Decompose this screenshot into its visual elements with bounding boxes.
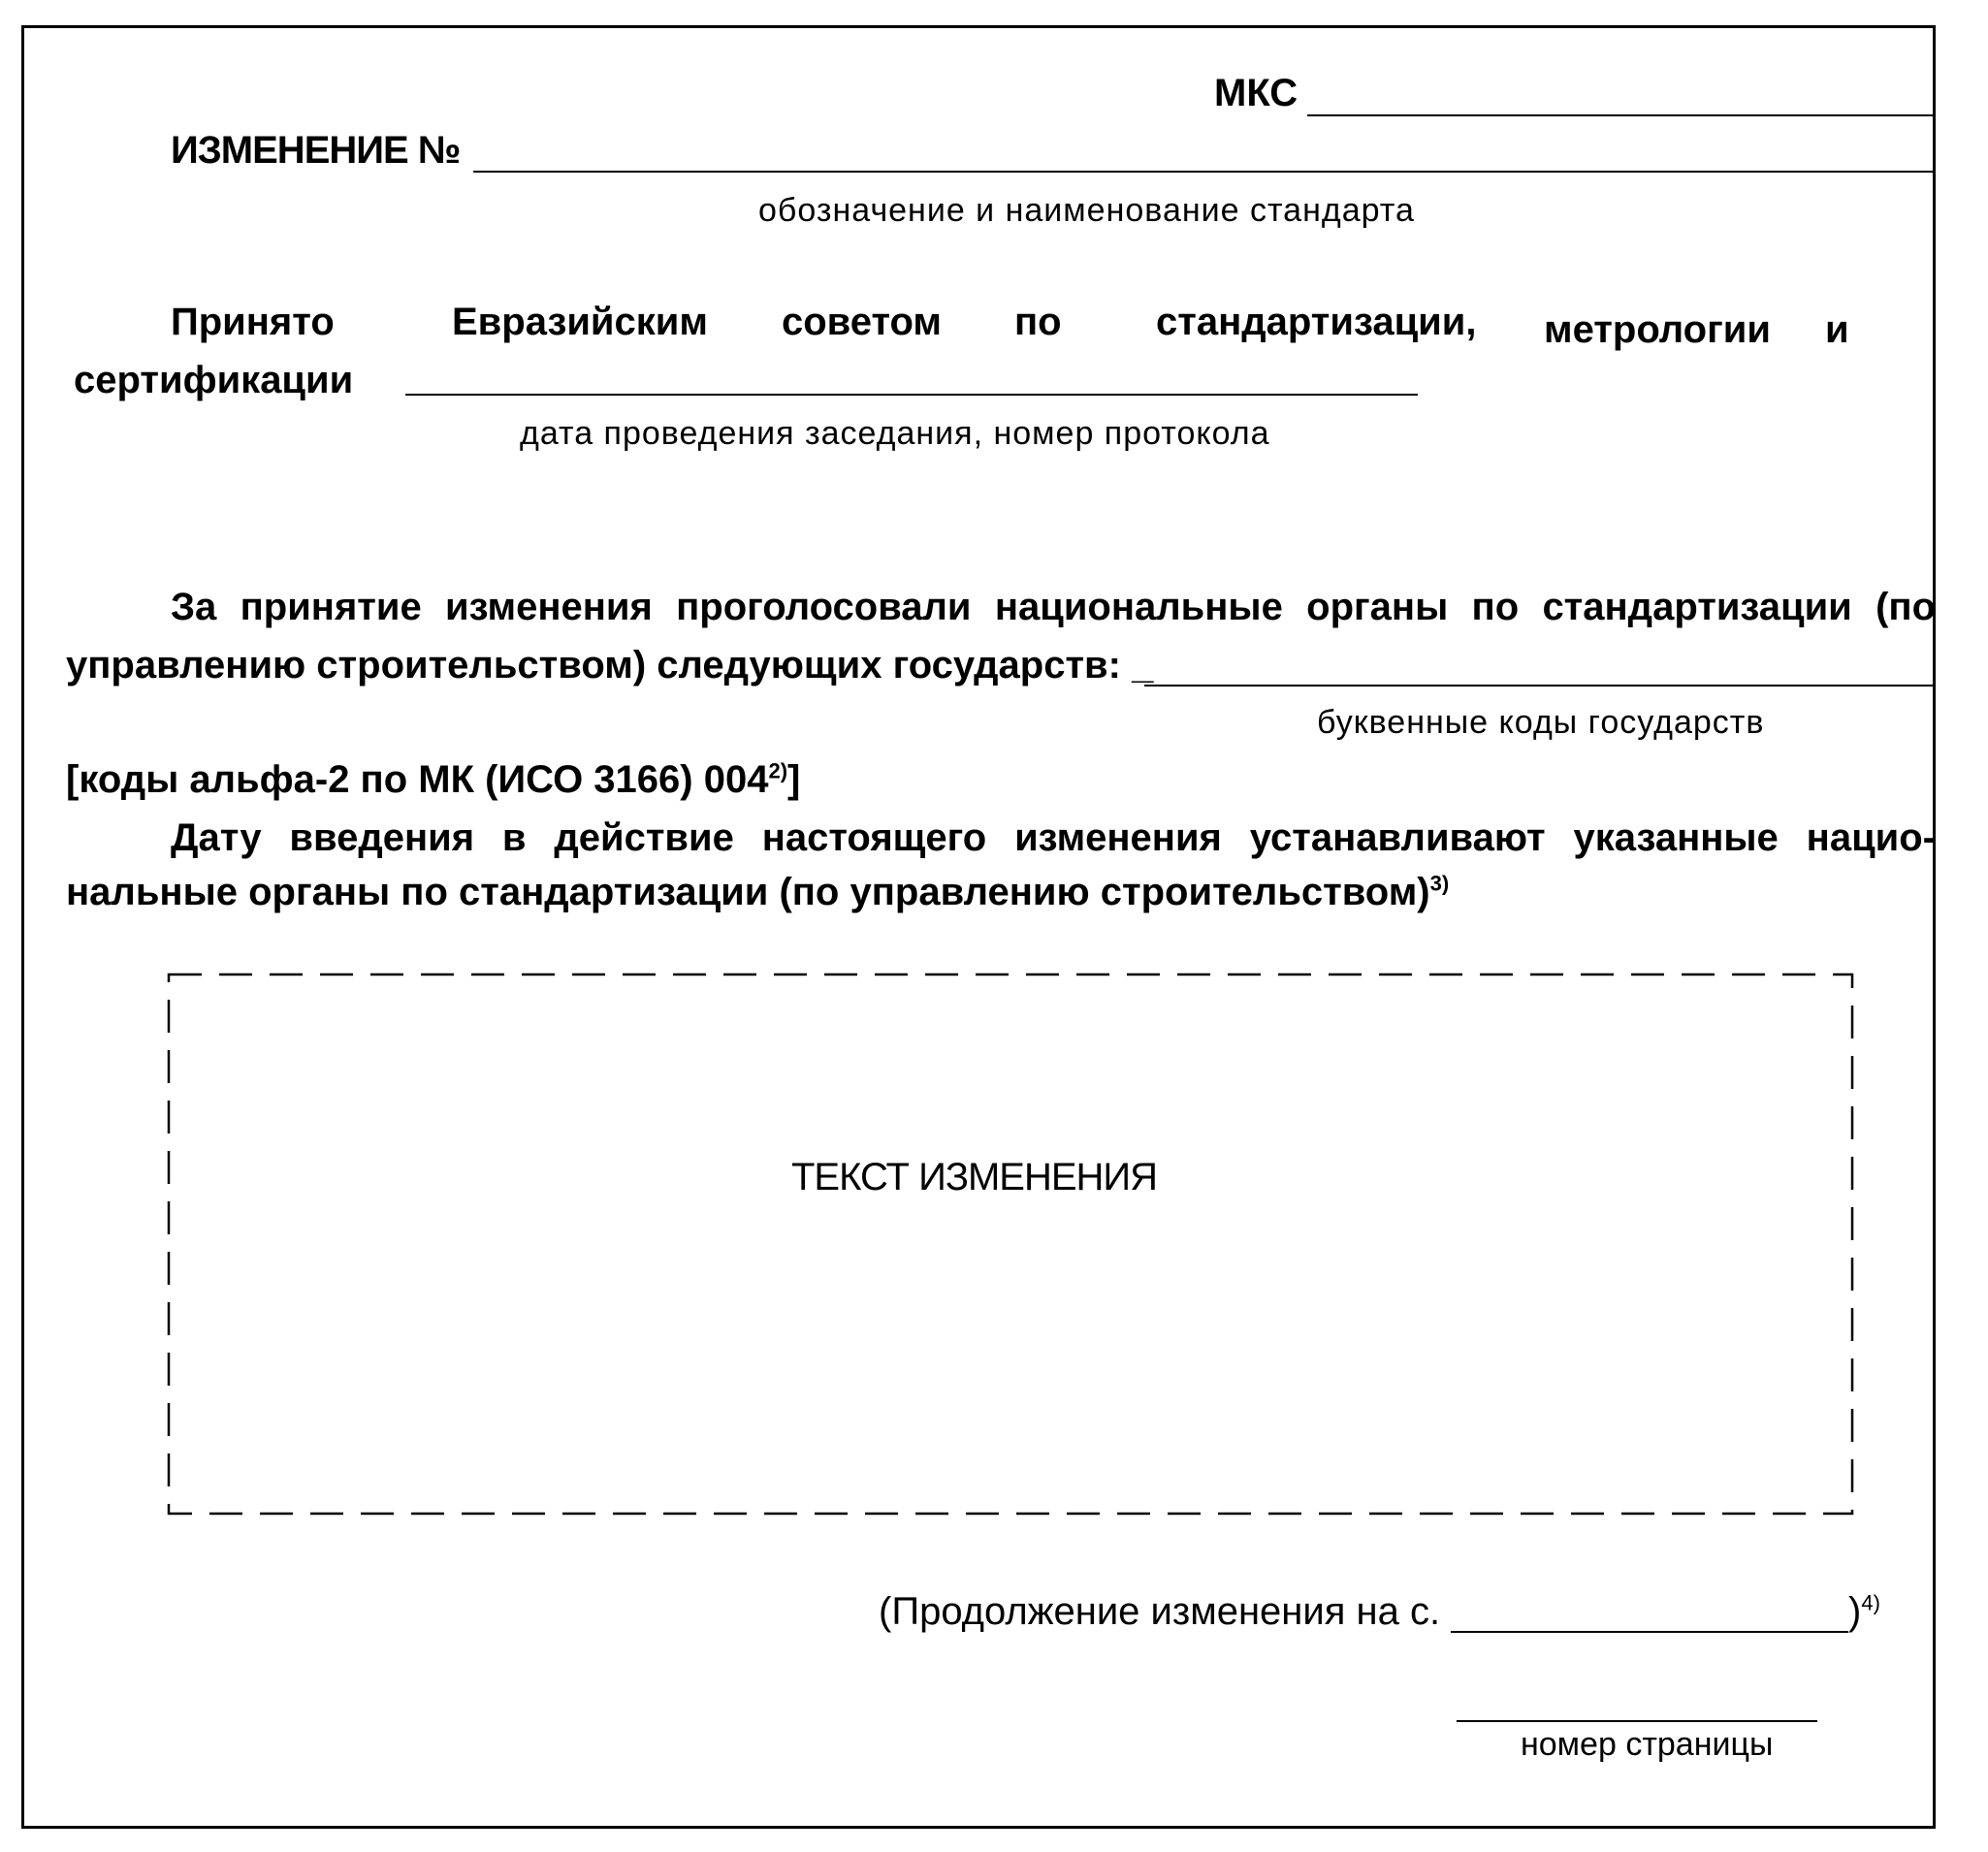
page-frame	[21, 25, 1936, 1829]
date-field-line	[405, 394, 1418, 396]
mks-label: МКС	[1214, 72, 1299, 114]
adoption-word-2: Евразийским	[452, 301, 708, 343]
voting-line-1: За принятие изменения проголосовали национальные органы по стандартизации (по	[171, 586, 1936, 628]
states-field-line	[1144, 685, 1936, 687]
codes-note-end: ]	[787, 758, 801, 801]
standard-caption: обозначение и наименование стандарта	[758, 192, 1415, 229]
page-number-caption: номер страницы	[1521, 1726, 1774, 1763]
standard-field-line	[473, 171, 1936, 173]
dashed-border	[167, 973, 1854, 1516]
change-text-box	[167, 973, 1854, 1516]
adoption-word-1: Принято	[171, 301, 335, 343]
date-caption: дата проведения заседания, номер протокола	[520, 415, 1270, 452]
footnote-3: 3)	[1429, 871, 1450, 896]
change-number-label: ИЗМЕНЕНИЕ №	[171, 129, 461, 172]
adoption-word-4: по	[1014, 301, 1062, 343]
continuation-close	[1848, 1590, 1880, 1634]
page-number-line	[1457, 1720, 1817, 1722]
continuation-field-line	[1451, 1631, 1848, 1633]
adoption-word-5: стандартизации,	[1156, 301, 1477, 343]
footnote-4: 4)	[1861, 1590, 1880, 1615]
effective-line-2	[66, 871, 1449, 914]
codes-note	[66, 758, 800, 802]
footnote-2: 2)	[768, 758, 788, 783]
codes-caption: буквенные коды государств	[1317, 704, 1765, 741]
adoption-word-7: и	[1825, 308, 1849, 351]
voting-line-2: управлению строительством) следующих государств: _	[66, 644, 1154, 687]
codes-note-text: [коды альфа-2 по МК (ИСО 3166) 004	[66, 758, 769, 801]
adoption-word-6: метрологии	[1544, 308, 1771, 351]
adoption-word-3: советом	[782, 301, 943, 343]
change-text-placeholder: ТЕКСТ ИЗМЕНЕНИЯ	[791, 1156, 1158, 1198]
effective-line-1: Дату введения в действие настоящего изменения устанавливают указанные нацио-	[171, 816, 1936, 859]
continuation-text: (Продолжение изменения на с.	[879, 1590, 1441, 1633]
effective-line-2-text: нальные органы по стандартизации (по управлению строительством)	[66, 871, 1430, 913]
mks-field-line	[1307, 114, 1936, 116]
continuation-paren: )	[1848, 1590, 1862, 1633]
adoption-line-2: сертификации	[74, 359, 354, 401]
